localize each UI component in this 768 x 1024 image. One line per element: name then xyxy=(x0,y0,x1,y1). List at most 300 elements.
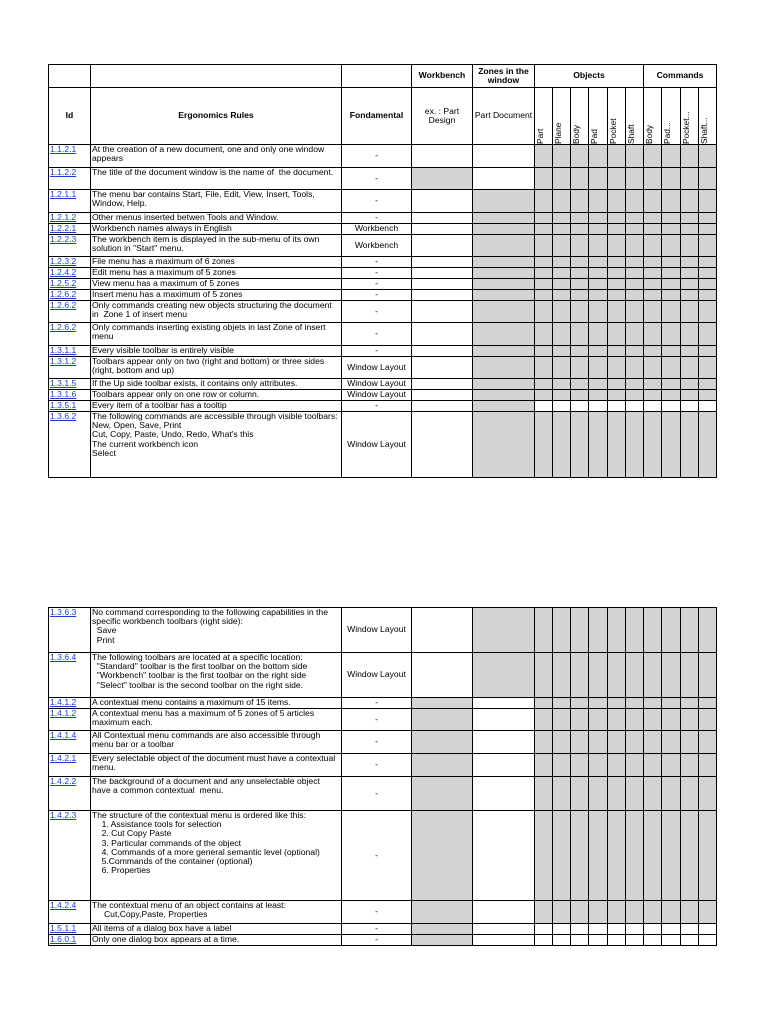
header-object-pad: Pad xyxy=(589,88,608,145)
header-id: Id xyxy=(49,88,91,145)
rule-text: Only commands creating new objects structuring the document in Zone 1 of insert menu xyxy=(91,301,342,323)
rule-id[interactable] xyxy=(49,301,91,323)
table-row xyxy=(49,346,717,357)
cell-zone xyxy=(473,924,535,935)
cell-check xyxy=(535,731,553,754)
cell-check xyxy=(571,777,589,811)
table-row xyxy=(49,935,717,946)
rule-id[interactable] xyxy=(49,213,91,224)
cell-check xyxy=(571,379,589,390)
rule-id[interactable] xyxy=(49,811,91,901)
rules-table-top xyxy=(48,64,717,478)
cell-zone xyxy=(473,754,535,777)
cell-check xyxy=(608,653,626,698)
cell-check xyxy=(571,346,589,357)
cell-check xyxy=(535,268,553,279)
rule-text: Workbench names always in English xyxy=(91,224,342,235)
cell-check xyxy=(699,412,717,478)
cell-check xyxy=(571,653,589,698)
header-command-pad: Pad... xyxy=(662,88,681,145)
rule-id[interactable] xyxy=(49,412,91,478)
rule-id-link[interactable]: 1.3.1.2 xyxy=(50,356,77,366)
table-row xyxy=(49,290,717,301)
cell-check xyxy=(553,754,571,777)
cell-workbench xyxy=(412,145,473,168)
cell-check xyxy=(626,301,644,323)
cell-check xyxy=(699,698,717,709)
rule-fondamental: - xyxy=(342,323,412,346)
rule-fondamental: - xyxy=(342,346,412,357)
cell-workbench xyxy=(412,653,473,698)
cell-check xyxy=(589,290,608,301)
cell-check xyxy=(553,401,571,412)
rule-fondamental: - xyxy=(342,268,412,279)
cell-check xyxy=(589,777,608,811)
cell-check xyxy=(608,145,626,168)
rule-fondamental: - xyxy=(342,168,412,190)
cell-check xyxy=(553,709,571,731)
rule-id-link[interactable]: 1.2.1.2 xyxy=(50,212,77,222)
cell-check xyxy=(681,213,699,224)
rule-id[interactable] xyxy=(49,268,91,279)
rule-fondamental: Window Layout xyxy=(342,412,412,478)
rule-id-link[interactable]: 1.4.2.2 xyxy=(50,776,77,786)
cell-check xyxy=(535,935,553,946)
rule-id[interactable] xyxy=(49,390,91,401)
cell-check xyxy=(553,224,571,235)
rule-id-link[interactable]: 1.4.2.1 xyxy=(50,753,77,763)
cell-check xyxy=(535,379,553,390)
rule-id-link[interactable]: 1.6.0.1 xyxy=(50,934,77,944)
cell-check xyxy=(535,754,553,777)
rule-id[interactable] xyxy=(49,224,91,235)
rule-id-link[interactable]: 1.3.5.1 xyxy=(50,400,77,410)
cell-check xyxy=(681,401,699,412)
rule-id-link[interactable]: 1.4.2.4 xyxy=(50,900,77,910)
cell-check xyxy=(662,279,681,290)
cell-check xyxy=(553,290,571,301)
cell-zone xyxy=(473,301,535,323)
table-row xyxy=(49,777,717,811)
rule-text: The menu bar contains Start, File, Edit, View, Insert, Tools, Window, Help. xyxy=(91,190,342,213)
cell-check xyxy=(644,257,662,268)
cell-check xyxy=(681,731,699,754)
cell-check xyxy=(662,301,681,323)
rule-text: Every selectable object of the document must have a contextual menu. xyxy=(91,754,342,777)
cell-check xyxy=(681,323,699,346)
rule-id-link[interactable]: 1.4.2.3 xyxy=(50,810,77,820)
cell-check xyxy=(571,268,589,279)
cell-check xyxy=(626,901,644,924)
rule-id[interactable] xyxy=(49,357,91,379)
cell-check xyxy=(553,811,571,901)
table-row xyxy=(49,754,717,777)
cell-check xyxy=(699,401,717,412)
rule-id[interactable] xyxy=(49,754,91,777)
cell-check xyxy=(644,213,662,224)
cell-check xyxy=(535,698,553,709)
cell-check xyxy=(681,412,699,478)
cell-check xyxy=(535,653,553,698)
rule-id[interactable] xyxy=(49,401,91,412)
rule-text: Only commands inserting existing objets in last Zone of insert menu xyxy=(91,323,342,346)
rule-id[interactable] xyxy=(49,168,91,190)
rule-id[interactable] xyxy=(49,924,91,935)
cell-check xyxy=(535,709,553,731)
cell-check xyxy=(589,698,608,709)
cell-zone xyxy=(473,777,535,811)
cell-check xyxy=(662,168,681,190)
cell-workbench xyxy=(412,168,473,190)
cell-check xyxy=(644,698,662,709)
cell-check xyxy=(571,301,589,323)
cell-check xyxy=(662,379,681,390)
rule-text: Other menus inserted betwen Tools and Window. xyxy=(91,213,342,224)
cell-check xyxy=(626,235,644,257)
rule-id-link[interactable]: 1.4.1.2 xyxy=(50,708,77,718)
cell-check xyxy=(608,901,626,924)
rule-fondamental: - xyxy=(342,731,412,754)
cell-check xyxy=(608,190,626,213)
header-zones: Zones in the window xyxy=(473,65,535,88)
cell-check xyxy=(608,811,626,901)
rule-text: Insert menu has a maximum of 5 zones xyxy=(91,290,342,301)
table-row xyxy=(49,145,717,168)
rule-fondamental: - xyxy=(342,935,412,946)
rule-id-link[interactable]: 1.2.6.2 xyxy=(50,300,77,310)
rule-id[interactable] xyxy=(49,323,91,346)
cell-workbench xyxy=(412,608,473,653)
rule-id-link[interactable]: 1.2.4.2 xyxy=(50,267,77,277)
cell-check xyxy=(662,401,681,412)
cell-zone xyxy=(473,268,535,279)
rule-id-link[interactable]: 1.3.1.1 xyxy=(50,345,77,355)
cell-check xyxy=(608,224,626,235)
cell-check xyxy=(644,357,662,379)
rule-id-link[interactable]: 1.2.6.2 xyxy=(50,289,77,299)
cell-zone xyxy=(473,190,535,213)
table-row xyxy=(49,323,717,346)
table-row xyxy=(49,401,717,412)
cell-check xyxy=(626,279,644,290)
cell-check xyxy=(571,190,589,213)
rule-id-link[interactable]: 1.2.2.3 xyxy=(50,234,77,244)
rule-id[interactable] xyxy=(49,709,91,731)
cell-check xyxy=(535,777,553,811)
cell-check xyxy=(535,190,553,213)
cell-zone xyxy=(473,412,535,478)
cell-zone xyxy=(473,901,535,924)
cell-check xyxy=(608,390,626,401)
cell-workbench xyxy=(412,346,473,357)
rule-fondamental: - xyxy=(342,777,412,811)
cell-check xyxy=(699,257,717,268)
cell-check xyxy=(626,653,644,698)
cell-check xyxy=(553,357,571,379)
cell-zone xyxy=(473,935,535,946)
cell-check xyxy=(644,301,662,323)
rule-id-link[interactable]: 1.3.1.6 xyxy=(50,389,77,399)
cell-check xyxy=(662,811,681,901)
cell-check xyxy=(644,323,662,346)
rule-id[interactable] xyxy=(49,346,91,357)
cell-check xyxy=(699,608,717,653)
rule-id-link[interactable]: 1.2.2.1 xyxy=(50,223,77,233)
cell-check xyxy=(626,754,644,777)
rule-id-link[interactable]: 1.2.3.2 xyxy=(50,256,77,266)
cell-check xyxy=(571,412,589,478)
table-row xyxy=(49,235,717,257)
cell-check xyxy=(535,235,553,257)
rule-fondamental: - xyxy=(342,279,412,290)
cell-check xyxy=(699,268,717,279)
rule-id-link[interactable]: 1.3.6.2 xyxy=(50,411,77,421)
cell-check xyxy=(644,709,662,731)
rule-id[interactable] xyxy=(49,235,91,257)
rules-table-top-body xyxy=(49,145,717,478)
table-row xyxy=(49,901,717,924)
cell-check xyxy=(608,401,626,412)
cell-workbench xyxy=(412,401,473,412)
cell-check xyxy=(626,412,644,478)
cell-check xyxy=(553,279,571,290)
cell-check xyxy=(589,213,608,224)
cell-check xyxy=(553,168,571,190)
cell-check xyxy=(662,323,681,346)
cell-check xyxy=(608,698,626,709)
cell-check xyxy=(608,357,626,379)
cell-check xyxy=(662,390,681,401)
rule-text: A contextual menu has a maximum of 5 zones of 5 articles maximum each. xyxy=(91,709,342,731)
rule-text: File menu has a maximum of 6 zones xyxy=(91,257,342,268)
cell-check xyxy=(535,608,553,653)
rule-id-link[interactable]: 1.3.6.3 xyxy=(50,607,77,617)
rule-id[interactable] xyxy=(49,608,91,653)
rule-id[interactable] xyxy=(49,698,91,709)
cell-check xyxy=(681,935,699,946)
cell-check xyxy=(699,190,717,213)
cell-check xyxy=(644,608,662,653)
header-blank-id xyxy=(49,65,91,88)
cell-workbench xyxy=(412,290,473,301)
cell-check xyxy=(608,279,626,290)
rule-id-link[interactable]: 1.3.6.4 xyxy=(50,652,77,662)
rule-id[interactable] xyxy=(49,777,91,811)
cell-check xyxy=(644,268,662,279)
cell-check xyxy=(699,213,717,224)
cell-check xyxy=(626,323,644,346)
cell-workbench xyxy=(412,257,473,268)
cell-check xyxy=(553,213,571,224)
cell-check xyxy=(662,412,681,478)
cell-zone xyxy=(473,709,535,731)
cell-check xyxy=(644,346,662,357)
header-commands: Commands xyxy=(644,65,717,88)
cell-check xyxy=(699,754,717,777)
rule-text: All Contextual menu commands are also accessible through menu bar or a toolbar xyxy=(91,731,342,754)
cell-check xyxy=(626,357,644,379)
rule-fondamental: - xyxy=(342,811,412,901)
cell-check xyxy=(535,811,553,901)
cell-check xyxy=(662,901,681,924)
cell-check xyxy=(589,190,608,213)
rule-id-link[interactable]: 1.2.5.2 xyxy=(50,278,77,288)
cell-check xyxy=(681,901,699,924)
rule-id[interactable] xyxy=(49,290,91,301)
cell-check xyxy=(535,145,553,168)
cell-check xyxy=(608,268,626,279)
cell-check xyxy=(662,190,681,213)
rule-id[interactable] xyxy=(49,279,91,290)
cell-check xyxy=(553,901,571,924)
cell-workbench xyxy=(412,390,473,401)
cell-check xyxy=(662,290,681,301)
cell-check xyxy=(626,224,644,235)
cell-check xyxy=(589,224,608,235)
cell-check xyxy=(608,257,626,268)
cell-check xyxy=(608,168,626,190)
cell-check xyxy=(681,145,699,168)
cell-check xyxy=(699,235,717,257)
rules-table-bottom xyxy=(48,607,717,946)
cell-check xyxy=(553,190,571,213)
rule-id[interactable] xyxy=(49,257,91,268)
cell-check xyxy=(626,390,644,401)
cell-check xyxy=(553,731,571,754)
cell-check xyxy=(681,168,699,190)
cell-check xyxy=(681,608,699,653)
cell-workbench xyxy=(412,279,473,290)
rule-id-link[interactable]: 1.1.2.2 xyxy=(50,167,77,177)
rule-id-link[interactable]: 1.5.1.1 xyxy=(50,923,77,933)
cell-check xyxy=(699,346,717,357)
header-object-body: Body xyxy=(571,88,589,145)
table-row xyxy=(49,698,717,709)
rule-id-link[interactable]: 1.2.6.2 xyxy=(50,322,77,332)
rule-id-link[interactable]: 1.3.1.5 xyxy=(50,378,77,388)
cell-check xyxy=(608,346,626,357)
cell-check xyxy=(571,698,589,709)
cell-check xyxy=(699,390,717,401)
cell-check xyxy=(553,301,571,323)
rule-id[interactable] xyxy=(49,190,91,213)
cell-workbench xyxy=(412,268,473,279)
table-row xyxy=(49,357,717,379)
cell-check xyxy=(626,190,644,213)
rule-id[interactable] xyxy=(49,379,91,390)
rule-fondamental: - xyxy=(342,213,412,224)
cell-check xyxy=(681,811,699,901)
cell-check xyxy=(681,924,699,935)
cell-zone xyxy=(473,731,535,754)
table-row xyxy=(49,213,717,224)
header-blank-fond xyxy=(342,65,412,88)
rule-id-link[interactable]: 1.4.1.4 xyxy=(50,730,77,740)
rule-text: No command corresponding to the following capabilities in the specific workbench toolbars (right side): Save Print xyxy=(91,608,342,653)
cell-zone xyxy=(473,346,535,357)
table-row xyxy=(49,301,717,323)
cell-check xyxy=(608,924,626,935)
cell-check xyxy=(662,698,681,709)
cell-check xyxy=(699,811,717,901)
rule-fondamental: Workbench xyxy=(342,224,412,235)
cell-check xyxy=(681,390,699,401)
cell-check xyxy=(535,224,553,235)
cell-check xyxy=(626,346,644,357)
cell-check xyxy=(681,709,699,731)
rule-id[interactable] xyxy=(49,731,91,754)
cell-check xyxy=(589,279,608,290)
cell-check xyxy=(662,224,681,235)
cell-check xyxy=(644,731,662,754)
cell-zone xyxy=(473,224,535,235)
cell-check xyxy=(681,268,699,279)
rule-id[interactable] xyxy=(49,145,91,168)
cell-check xyxy=(662,709,681,731)
cell-check xyxy=(608,323,626,346)
cell-check xyxy=(535,924,553,935)
rule-id[interactable] xyxy=(49,935,91,946)
rule-fondamental: - xyxy=(342,401,412,412)
cell-check xyxy=(699,290,717,301)
cell-workbench xyxy=(412,379,473,390)
cell-check xyxy=(608,301,626,323)
cell-check xyxy=(681,301,699,323)
cell-check xyxy=(589,401,608,412)
header-blank-rule xyxy=(91,65,342,88)
rule-id[interactable] xyxy=(49,901,91,924)
cell-check xyxy=(681,698,699,709)
rule-id-link[interactable]: 1.2.1.1 xyxy=(50,189,77,199)
rules-table-bottom-body xyxy=(49,608,717,946)
cell-check xyxy=(626,213,644,224)
cell-check xyxy=(571,731,589,754)
cell-zone xyxy=(473,401,535,412)
cell-check xyxy=(571,935,589,946)
cell-check xyxy=(699,224,717,235)
cell-check xyxy=(571,145,589,168)
cell-check xyxy=(681,379,699,390)
header-fondamental: Fondamental xyxy=(342,88,412,145)
rule-text: Every item of a toolbar has a tooltip xyxy=(91,401,342,412)
rule-id[interactable] xyxy=(49,653,91,698)
cell-check xyxy=(571,168,589,190)
cell-workbench xyxy=(412,777,473,811)
cell-check xyxy=(699,301,717,323)
cell-check xyxy=(608,412,626,478)
rule-text: The title of the document window is the name of the document. xyxy=(91,168,342,190)
cell-check xyxy=(681,290,699,301)
rule-id-link[interactable]: 1.1.2.1 xyxy=(50,144,77,154)
cell-check xyxy=(699,901,717,924)
rule-id-link[interactable]: 1.4.1.2 xyxy=(50,697,77,707)
cell-check xyxy=(571,754,589,777)
cell-check xyxy=(589,412,608,478)
cell-check xyxy=(553,935,571,946)
cell-workbench xyxy=(412,811,473,901)
rule-text: The workbench item is displayed in the sub-menu of its own solution in "Start" menu. xyxy=(91,235,342,257)
cell-check xyxy=(626,401,644,412)
cell-check xyxy=(608,709,626,731)
cell-zone xyxy=(473,257,535,268)
cell-check xyxy=(681,754,699,777)
rule-fondamental: Window Layout xyxy=(342,357,412,379)
cell-check xyxy=(608,379,626,390)
table-row xyxy=(49,608,717,653)
rule-text: Toolbars appear only on two (right and bottom) or three sides (right, bottom and up) xyxy=(91,357,342,379)
rule-text: The background of a document and any unselectable object have a common contextual menu. xyxy=(91,777,342,811)
cell-check xyxy=(662,924,681,935)
